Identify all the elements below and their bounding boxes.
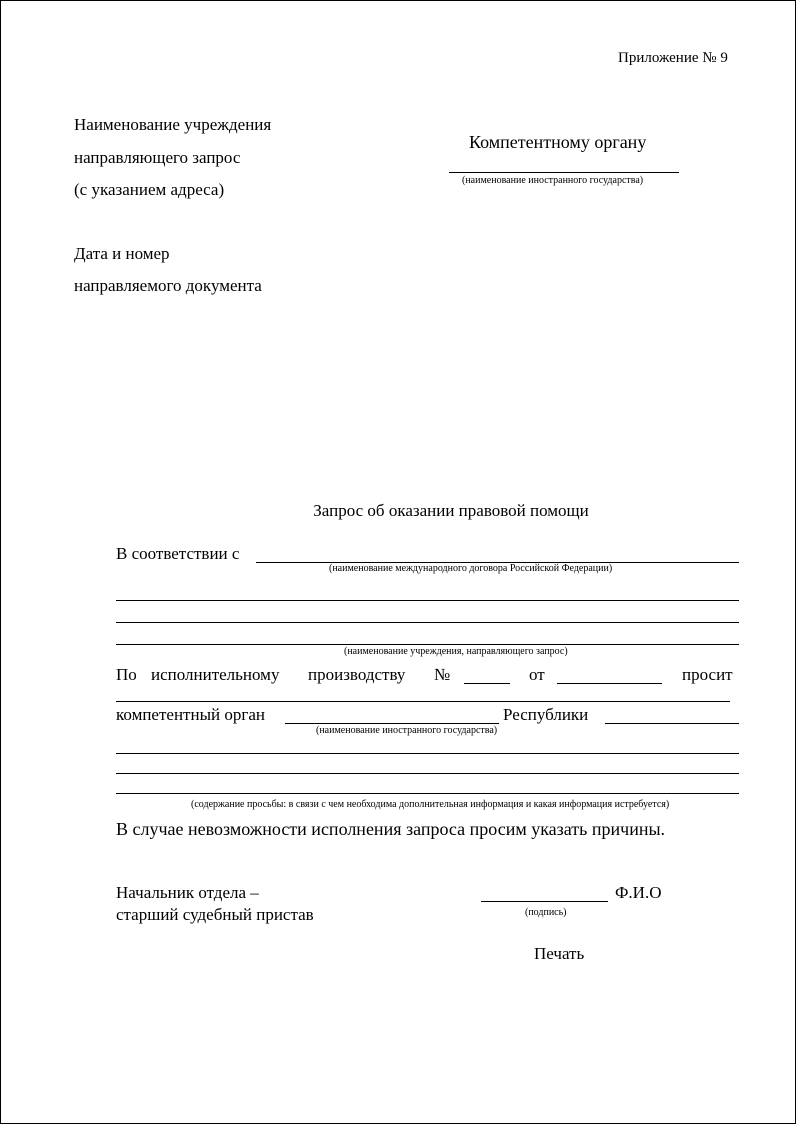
case-number-line — [464, 683, 510, 684]
date-line-2: направляемого документа — [74, 276, 262, 295]
content-line-2 — [116, 773, 739, 774]
sender-line-3: (с указанием адреса) — [74, 180, 225, 199]
document-heading: Запрос об оказании правовой помощи — [313, 501, 589, 520]
content-line-3 — [116, 793, 739, 794]
institution-line-1 — [116, 600, 739, 601]
date-line-1: Дата и номер — [74, 244, 170, 263]
recipient-caption: (наименование иностранного государства) — [462, 175, 644, 186]
institution-caption: (наименование учреждения, направляющего запрос) — [344, 646, 568, 657]
signature-line — [481, 901, 608, 902]
enforcement-line-2 — [116, 701, 730, 702]
content-line-1 — [116, 753, 739, 754]
institution-line-2 — [116, 622, 739, 623]
republic-line — [605, 723, 739, 724]
state-caption: (наименование иностранного государства) — [316, 725, 498, 736]
treaty-caption: (наименование международного договора Российской Федерации) — [329, 563, 613, 574]
signer-role-line-1: Начальник отдела – — [116, 883, 259, 902]
in-accordance-label: В соответствии с — [116, 544, 240, 563]
signer-role-line-2: старший судебный пристав — [116, 905, 314, 924]
competent-organ-label: компетентный орган — [116, 705, 265, 724]
sender-line-1: Наименование учреждения — [74, 115, 272, 134]
impossibility-text: В случае невозможности исполнения запроса просим указать причины. — [116, 819, 666, 839]
enforcement-word-4: № — [434, 665, 451, 684]
enforcement-word-3: производству — [308, 665, 406, 684]
enforcement-word-6: просит — [682, 665, 733, 684]
enforcement-word-2: исполнительному — [151, 665, 280, 684]
state-line — [285, 723, 499, 724]
seal-label: Печать — [534, 944, 585, 963]
institution-line-3 — [116, 644, 739, 645]
signature-caption: (подпись) — [525, 907, 567, 918]
case-date-line — [557, 683, 662, 684]
recipient-title: Компетентному органу — [469, 132, 647, 152]
republic-label: Республики — [503, 705, 589, 724]
content-caption: (содержание просьбы: в связи с чем необходима дополнительная информация и какая информация истребуется) — [191, 799, 670, 810]
sender-line-2: направляющего запрос — [74, 148, 241, 167]
appendix-label: Приложение № 9 — [618, 50, 728, 66]
recipient-underline — [449, 172, 679, 173]
enforcement-word-1: По — [116, 665, 137, 684]
enforcement-word-5: от — [529, 665, 545, 684]
signer-name: Ф.И.О — [615, 883, 662, 902]
